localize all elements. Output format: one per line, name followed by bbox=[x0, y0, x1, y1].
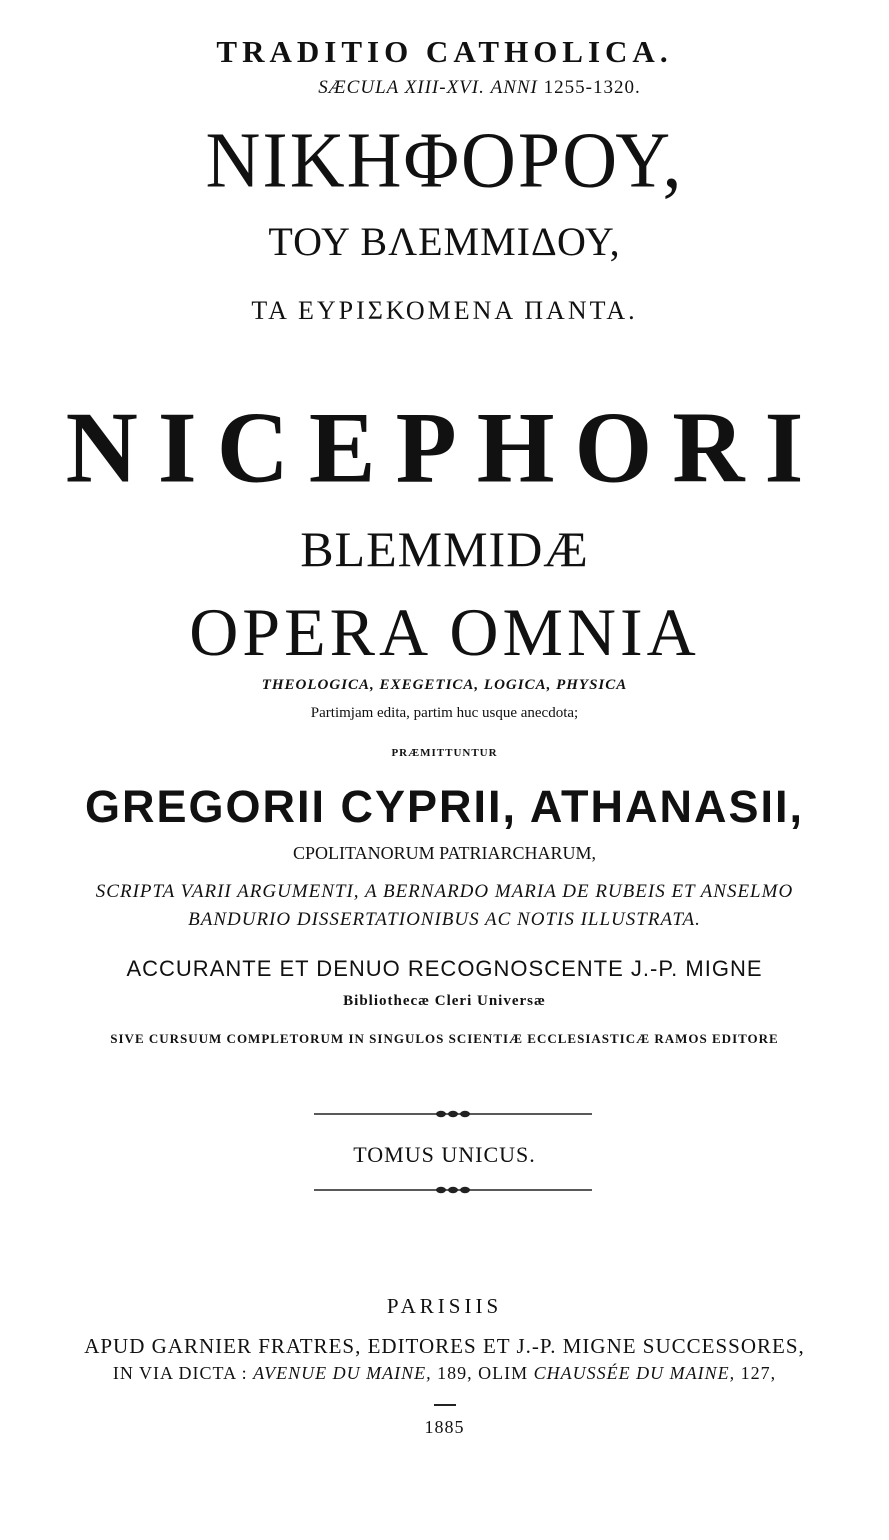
city-line: PARISIIS bbox=[386, 1294, 503, 1318]
anni-text: ANNI bbox=[490, 77, 538, 98]
greek-title: ΝΙΚΗΦΟΡΟΥ, bbox=[205, 115, 684, 205]
tomus-line: TOMUS UNICUS. bbox=[353, 1142, 536, 1167]
years-text: 1255-1320. bbox=[543, 77, 641, 98]
series-heading: TRADITIO CATHOLICA. bbox=[216, 34, 673, 69]
scripta-line-1: SCRIPTA VARII ARGUMENTI, A BERNARDO MARIA DE RUBEIS ET ANSELMO bbox=[95, 881, 794, 902]
street-number-1: 189, bbox=[437, 1363, 473, 1383]
in-via-text: IN VIA DICTA : bbox=[112, 1363, 248, 1383]
avenue-text: AVENUE DU MAINE, bbox=[253, 1363, 432, 1383]
scripta-line-2: BANDURIO DISSERTATIONIBUS AC NOTIS ILLUSTRATA. bbox=[188, 909, 701, 930]
latin-title: NICEPHORI bbox=[65, 390, 824, 505]
opera-omnia-heading: OPERA OMNIA bbox=[189, 594, 700, 670]
publisher-line: APUD GARNIER FRATRES, EDITORES ET J.-P. MIGNE SUCCESSORES, bbox=[84, 1334, 805, 1358]
gregorii-heading: GREGORII CYPRII, ATHANASII, bbox=[84, 781, 805, 832]
editor-line: ACCURANTE ET DENUO RECOGNOSCENTE J.-P. MIGNE bbox=[126, 956, 763, 981]
short-divider bbox=[434, 1404, 456, 1406]
olim-text: OLIM bbox=[478, 1363, 529, 1383]
period-line bbox=[0, 78, 889, 97]
publication-year: 1885 bbox=[424, 1417, 465, 1437]
chaussee-text: CHAUSSÉE DU MAINE, bbox=[533, 1363, 736, 1383]
address-line bbox=[0, 1364, 889, 1382]
sive-line: SIVE CURSUUM COMPLETORUM IN SINGULOS SCIENTIÆ ECCLESIASTICÆ RAMOS EDITORE bbox=[110, 1031, 779, 1046]
praemittuntur-line: PRÆMITTUNTUR bbox=[391, 747, 498, 759]
ornamental-rule-top bbox=[314, 1108, 592, 1120]
ornamental-rule-bottom bbox=[314, 1184, 592, 1196]
greek-subtitle: ΤΟΥ ΒΛΕΜΜΙΔΟΥ, bbox=[268, 219, 621, 264]
partim-line: Partimjam edita, partim huc usque anecdota; bbox=[310, 705, 579, 721]
cpolitanorum-line: CPOLITANORUM PATRIARCHARUM, bbox=[293, 843, 596, 863]
latin-subtitle: BLEMMIDÆ bbox=[300, 521, 589, 577]
categories-line: THEOLOGICA, EXEGETICA, LOGICA, PHYSICA bbox=[261, 677, 628, 693]
greek-line-3: ΤΑ ΕΥΡΙΣΚΟΜΕΝΑ ΠΑΝΤΑ. bbox=[251, 296, 638, 325]
street-number-2: 127, bbox=[740, 1363, 777, 1383]
saecula-text: SÆCULA XIII-XVI. bbox=[318, 77, 485, 98]
bibliothecae-line: Bibliothecæ Cleri Universæ bbox=[343, 993, 546, 1009]
